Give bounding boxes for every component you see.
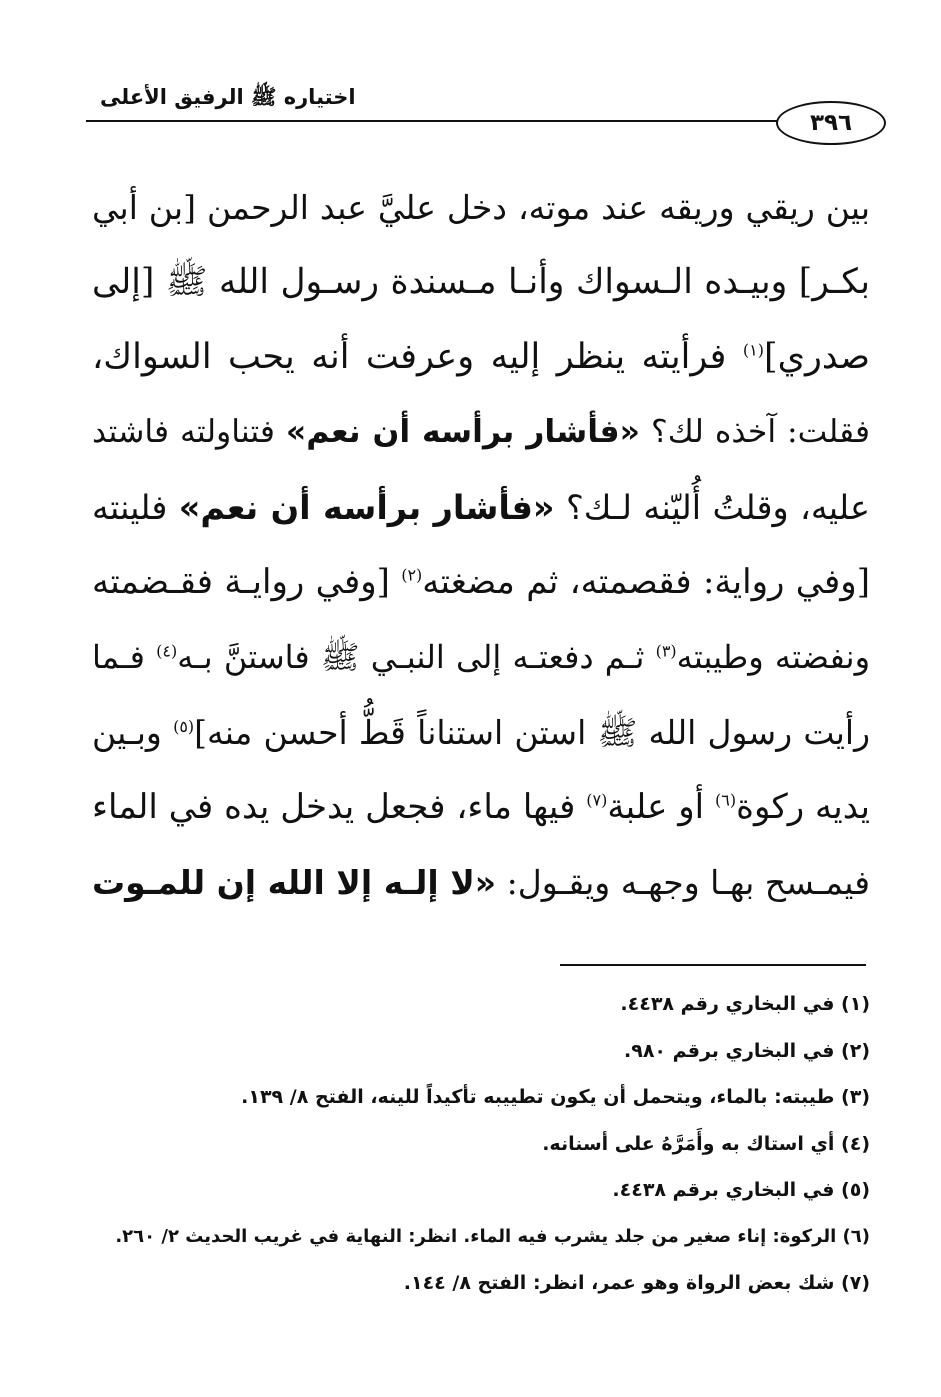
text-line [92,845,870,920]
text-line [92,770,870,845]
text-line [92,395,870,470]
footnote-item: (٣) طيبته: بالماء، ويتحمل أن يكون تطييبه تأكيداً للينه، الفتح ٨/ ١٣٩. [241,1086,870,1108]
footnote-item: (٢) في البخاري برقم ٩٨٠. [624,1039,870,1062]
text-segment: فقلت: آخذه لك؟ [640,414,870,450]
text-segment: وبـين [92,713,174,752]
text-segment: ثـم دفعتـه إلى النبـي ﷺ فاستنَّ بـه [177,638,656,676]
text-segment: أو علبة [607,787,716,827]
page-number: ٣٩٦ [809,110,853,136]
text-segment: بكـر] وبيـده الـسواك وأنـا مـسندة رسـول الله ﷺ [إلى [92,262,870,302]
footnotes-list [100,984,870,1310]
text-segment: يديه ركوة [736,787,870,827]
text-segment: عليه، وقلتُ أُليّنه لـك؟ [554,488,870,527]
text-line [92,170,870,245]
text-line [92,470,870,545]
text-line [92,545,870,620]
footnote-item: (٧) شك بعض الرواة وهو عمر، انظر: الفتح ٨/ ١٤٤. [403,1272,870,1294]
hadith-quote: «فأشار برأسه أن نعم» [178,488,555,527]
text-segment: فلينته [92,488,179,527]
footnote-item: (٤) أي استاك به وأَمَرَّهُ على أسنانه. [542,1132,870,1155]
text-segment: بين ريقي وريقه عند موته، دخل عليَّ عبد الرحمن [بن أبي [92,188,870,227]
footnote-item: (٥) في البخاري برقم ٤٤٣٨. [612,1179,870,1201]
text-segment: فيمـسح بهـا وجهـه ويقـول: [496,863,870,902]
text-line [92,695,870,770]
text-segment: رأيت رسول الله ﷺ استن استناناً قَطُّ أحسن منه] [194,713,870,752]
text-segment: ونفضته وطيبته [676,638,870,676]
header-rule [86,120,782,122]
footnote-item: (٦) الركوة: إناء صغير من جلد يشرب فيه الماء. انظر: النهاية في غريب الحديث ٢/ ٢٦٠. [115,1225,870,1247]
text-line [92,620,870,695]
running-header-title: اختياره ﷺ الرفيق الأعلى [100,85,356,109]
hadith-quote: «فأشار برأسه أن نعم» [285,414,641,450]
text-segment: [وفي رواية: فقصمته، ثم مضغته [422,562,870,602]
text-segment: فيها ماء، فجعل يدخل يده في الماء [92,787,587,827]
footnote-marker: (٥) [173,717,195,736]
main-text-block [92,170,870,920]
text-segment: صدري] [763,337,870,377]
hadith-quote: «لا إلـه إلا الله إن للمـوت [92,863,497,902]
footnote-marker: (٦) [715,790,737,810]
text-segment: [وفي روايـة فقـضمته [92,562,402,602]
text-line [92,245,870,320]
text-line [92,320,870,395]
footnote-marker: (٣) [655,641,677,661]
text-segment: فرأيته ينظر إليه وعرفت أنه يحب السواك، [92,337,743,377]
footnote-separator [560,964,866,966]
text-segment: فتناولته فاشتد [92,414,286,450]
footnote-marker: (٧) [586,790,608,810]
footnote-marker: (١) [742,340,764,360]
footnote-marker: (٢) [401,565,423,585]
page-number-badge [776,101,886,145]
footnote-item: (١) في البخاري رقم ٤٤٣٨. [620,993,870,1015]
footnote-marker: (٤) [156,641,178,661]
text-segment: فـما [92,638,157,676]
